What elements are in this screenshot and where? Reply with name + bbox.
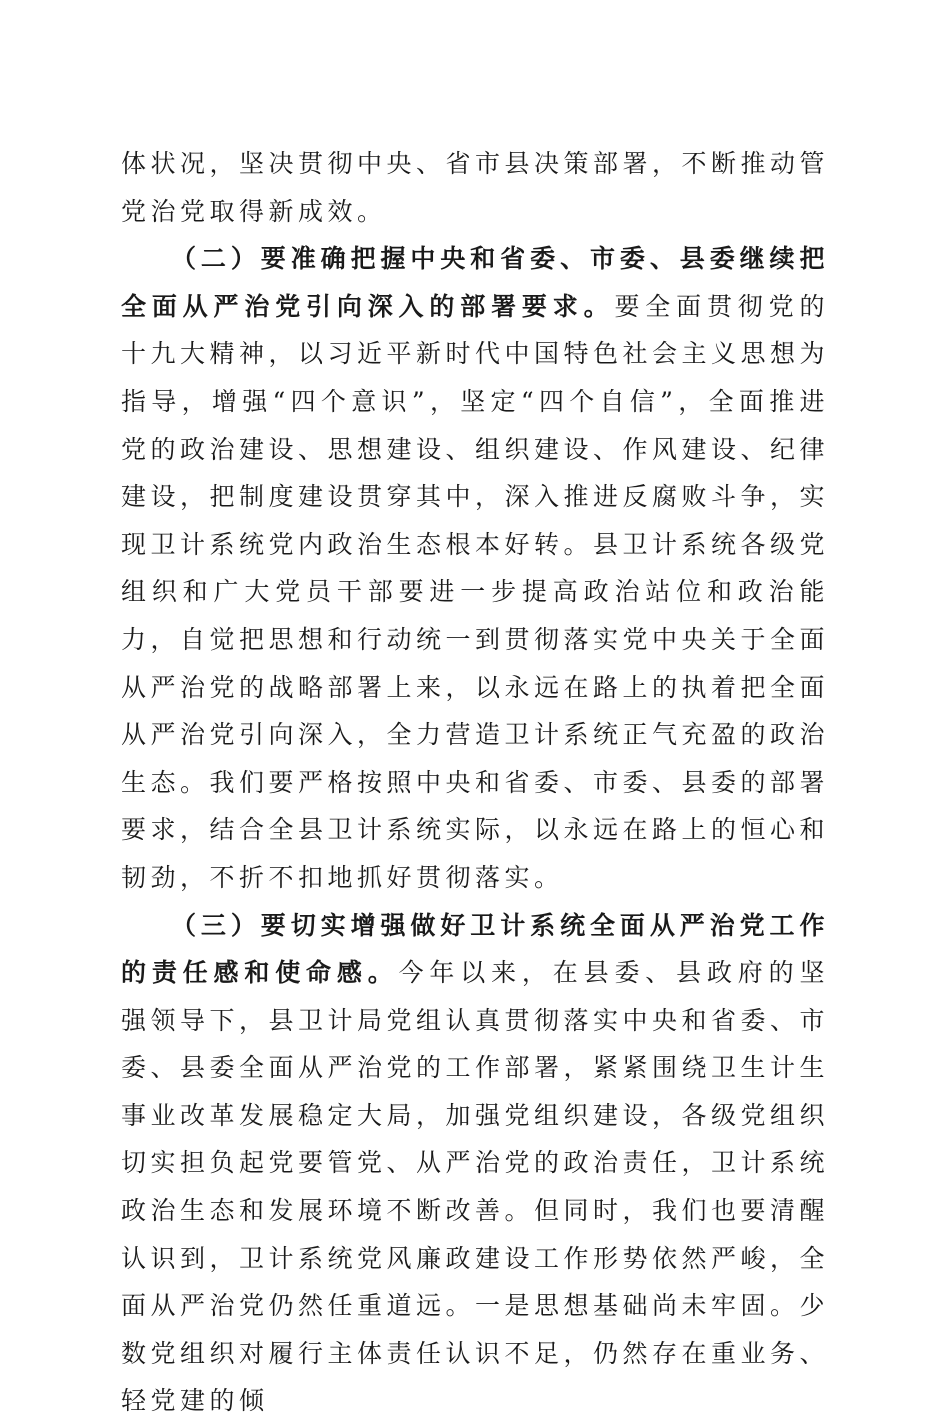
section-heading: （二）要准确把握中央和省委、市委、县委继续把全面从严治党引向深入的部署要求。 <box>121 244 829 321</box>
section-heading: （三）要切实增强做好卫计系统全面从严治党工作的责任感和使命感。 <box>121 911 829 988</box>
paragraph-section-2 <box>121 235 829 901</box>
paragraph-continuation <box>121 140 829 235</box>
paragraph-section-3 <box>121 902 829 1425</box>
paragraph-text: 今年以来，在县委、县政府的坚强领导下，县卫计局党组认真贯彻落实中央和省委、市委、县委全面从严治党的工作部署，紧紧围绕卫生计生事业改革发展稳定大局，加强党组织建设，各级党组织切实担负起党要管党、从严治党的政治责任，卫计系统政治生态和发展环境不断改善。但同时，我们也要清醒认识到，卫计系统党风廉政建设工作形势依然严峻，全面从严治党仍然任重道远。一是思想基础尚未牢固。少数党组织对履行主体责任认识不足，仍然存在重业务、轻党建的倾 <box>121 958 829 1415</box>
paragraph-text: 要全面贯彻党的十九大精神，以习近平新时代中国特色社会主义思想为指导，增强“四个意识”，坚定“四个自信”，全面推进党的政治建设、思想建设、组织建设、作风建设、纪律建设，把制度建设贯穿其中，深入推进反腐败斗争，实现卫计系统党内政治生态根本好转。县卫计系统各级党组织和广大党员干部要进一步提高政治站位和政治能力，自觉把思想和行动统一到贯彻落实党中央关于全面从严治党的战略部署上来，以永远在路上的执着把全面从严治党引向深入，全力营造卫计系统正气充盈的政治生态。我们要严格按照中央和省委、市委、县委的部署要求，结合全县卫计系统实际，以永远在路上的恒心和韧劲，不折不扣地抓好贯彻落实。 <box>121 292 829 892</box>
document-body <box>121 140 829 1425</box>
paragraph-text: 体状况，坚决贯彻中央、省市县决策部署，不断推动管党治党取得新成效。 <box>121 149 829 226</box>
